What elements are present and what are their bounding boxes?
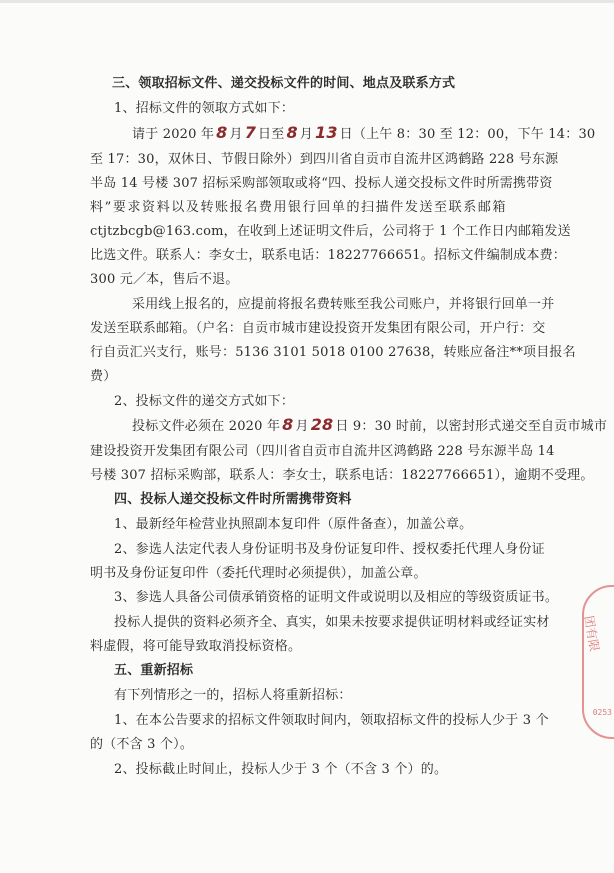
body-line: 至 17：30，双休日、节假日除外）到四川省自贡市自流井区鸿鹤路 228 号东源 <box>90 152 559 167</box>
section-3-heading: 三、领取招标文件、递交投标文件的时间、地点及联系方式 <box>112 76 456 91</box>
text-segment: 月 <box>295 419 309 434</box>
body-line: 明书及身份证复印件（委托代理时必须提供），加盖公章。 <box>90 566 427 581</box>
body-line: 半岛 14 号楼 307 招标采购部领取或将“四、投标人递交投标文件时所需携带资 <box>90 176 553 191</box>
body-line: 号楼 307 招标采购部，联系人：李女士，联系电话：18227766651），逾期不受理。 <box>90 468 594 483</box>
handwritten-month: 8 <box>282 415 294 434</box>
submit-deadline-line <box>132 415 607 434</box>
section-5-heading: 五、重新招标 <box>114 663 194 678</box>
handwritten-day: 13 <box>315 123 338 142</box>
body-line: 1、最新经年检营业执照副本复印件（原件备查），加盖公章。 <box>114 517 473 532</box>
body-line: 采用线上报名的，应提前将报名费转账至我公司账户，并将银行回单一并 <box>132 297 555 312</box>
seal-stamp-text: 团有限 <box>581 614 602 653</box>
body-line: 的（不含 3 个）。 <box>90 737 194 752</box>
body-line: 1、在本公告要求的招标文件领取时间内，领取招标文件的投标人少于 3 个 <box>114 713 549 728</box>
text-segment: 日 9：30 时前，以密封形式递交至自贡市城市 <box>335 419 608 434</box>
body-line: 300 元／本，售后不退。 <box>90 272 239 287</box>
handwritten-month: 8 <box>286 123 298 142</box>
text-segment: 日至 <box>258 127 285 142</box>
body-line: 行自贡汇兴支行，账号：5136 3101 5018 0100 27638，转账应备注**项目报名 <box>90 345 576 360</box>
handwritten-day: 7 <box>244 123 257 142</box>
subsection-1-heading: 1、招标文件的领取方式如下： <box>114 101 295 116</box>
body-line: 建设投资开发集团有限公司（四川省自贡市自流井区鸿鹤路 228 号东源半岛 14 <box>90 444 555 459</box>
text-segment: 月 <box>229 127 243 142</box>
body-line: 投标人提供的资料必须齐全、真实，如果未按要求提供证明材料或经证实材 <box>114 615 550 630</box>
pickup-dates-line <box>132 123 595 142</box>
body-line: 料”要求资料以及转账报名费用银行回单的扫描件发送至联系邮箱 <box>90 200 508 215</box>
handwritten-month: 8 <box>216 123 228 142</box>
section-4-heading: 四、投标人递交投标文件时所需携带资料 <box>114 492 352 507</box>
top-border <box>0 0 614 3</box>
body-line: 比选文件。联系人：李女士，联系电话：18227766651。招标文件编制成本费： <box>90 248 566 263</box>
body-line: 费） <box>90 369 117 384</box>
body-line: 有下列情形之一的，招标人将重新招标： <box>114 688 352 703</box>
body-line: 3、参选人具备公司债承销资格的证明文件或说明以及相应的等级资质证书。 <box>114 590 559 605</box>
body-line: ctjtzbcgb@163.com，在收到上述证明文件后，公司将于 1 个工作日内邮箱发送 <box>90 224 571 239</box>
text-segment: 月 <box>299 127 313 142</box>
body-line: 发送至联系邮箱。（户名：自贡市城市建设投资开发集团有限公司，开户行：交 <box>90 321 546 336</box>
text-segment: 日（上午 8：30 至 12：00，下午 14：30 <box>339 127 596 142</box>
text-segment: 请于 2020 年 <box>132 127 215 142</box>
subsection-2-heading: 2、投标文件的递交方式如下： <box>114 394 295 409</box>
body-line: 料虚假，将可能导致取消投标资格。 <box>90 639 302 654</box>
handwritten-day: 28 <box>310 415 334 434</box>
text-segment: 投标文件必须在 2020 年 <box>132 419 281 434</box>
body-line: 2、投标截止时间止，投标人少于 3 个（不含 3 个）的。 <box>114 762 448 777</box>
seal-stamp-number: 0253 <box>592 708 612 717</box>
body-line: 2、参选人法定代表人身份证明书及身份证复印件、授权委托代理人身份证 <box>114 542 545 557</box>
